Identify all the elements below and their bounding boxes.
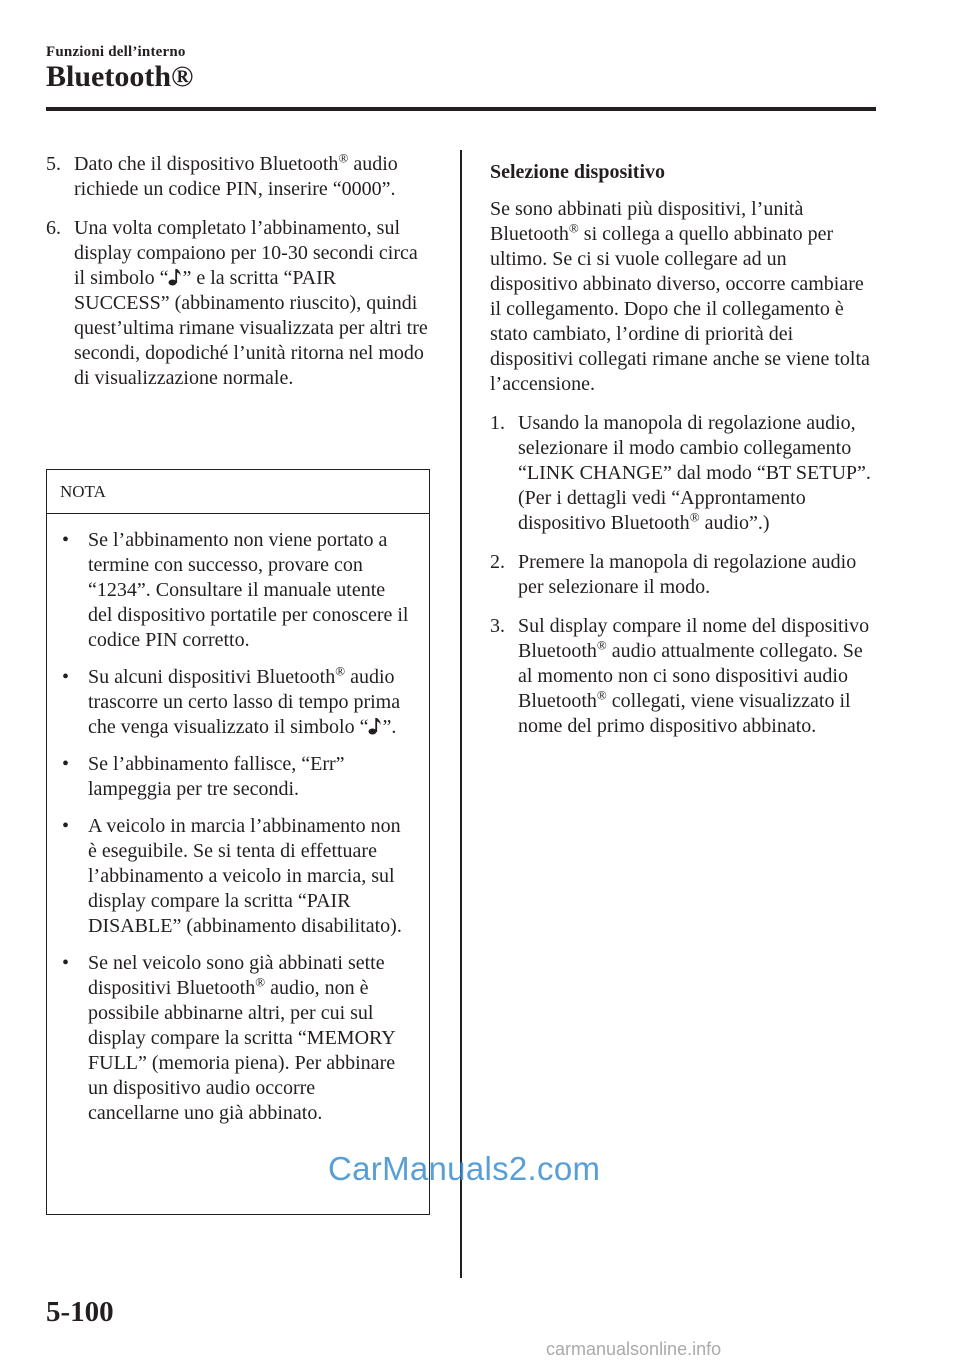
note-text: Se l’abbinamento non viene portato a termine con successo, provare con “1234”. Consultare il manuale utente del dispositivo portatile per conoscere il codice PIN corretto.	[88, 529, 409, 651]
note-body	[47, 514, 429, 1126]
step-number: 1.	[490, 412, 505, 434]
bullet-icon: •	[62, 666, 70, 688]
note-text: Se nel veicolo sono già abbinati sette dispositivi Bluetooth	[88, 952, 385, 999]
note-text: audio trascorre un certo lasso di tempo prima che venga visualizzato il simbolo “	[88, 666, 401, 738]
step-6	[46, 216, 432, 391]
bullet-icon: •	[62, 753, 70, 775]
step-2	[490, 550, 876, 600]
registered-mark: ®	[335, 663, 346, 679]
section-label: Funzioni dell’interno	[46, 44, 186, 60]
page-number: 5-100	[46, 1296, 114, 1328]
note-box	[46, 469, 430, 1215]
bullet-icon: •	[62, 815, 70, 837]
bullet-icon: •	[62, 952, 70, 974]
para-text: si collega a quello abbinato per ultimo. Se ci si vuole collegare ad un dispositivo abbinato diverso, occorre cambiare il collegamento. Dopo che il collegamento è stato cambiato, l’ordine di priorità dei dispositivi collegati rimane anche se viene tolta l’accensione.	[490, 223, 870, 395]
subsection-heading: Selezione dispositivo	[490, 161, 666, 183]
step-text: Dato che il dispositivo Bluetooth	[74, 153, 339, 175]
step-number: 3.	[490, 615, 505, 637]
step-text: audio richiede un codice PIN, inserire “0000”.	[74, 153, 398, 200]
column-divider	[460, 150, 462, 1278]
step-text: audio attualmente collegato. Se al momento non ci sono dispositivi audio Bluetooth	[518, 640, 863, 712]
step-text: Premere la manopola di regolazione audio per selezionare il modo.	[518, 551, 857, 598]
header-divider	[46, 107, 876, 111]
bullet-icon: •	[62, 529, 70, 551]
note-item	[60, 528, 411, 653]
registered-mark: ®	[689, 509, 700, 525]
registered-mark: ®	[568, 220, 579, 236]
registered-mark: ®	[596, 637, 607, 653]
intro-paragraph	[490, 197, 876, 397]
step-number: 5.	[46, 153, 61, 175]
registered-mark: ®	[255, 974, 266, 990]
note-item	[60, 752, 411, 802]
step-text: collegati, viene visualizzato il nome del primo dispositivo abbinato.	[518, 690, 851, 737]
music-note-icon	[368, 716, 382, 736]
watermark-footer: carmanualsonline.info	[546, 1339, 722, 1359]
step-text: Usando la manopola di regolazione audio, selezionare il modo cambio collegamento “LINK CHANGE” dal modo “BT SETUP”. (Per i dettagli vedi “Approntamento dispositivo Bluetooth	[518, 412, 871, 534]
note-text: audio, non è possibile abbinarne altri, per cui sul display compare la scritta “MEMORY FULL” (memoria piena). Per abbinare un dispositivo audio occorre cancellarne uno già abbinato.	[88, 977, 396, 1124]
registered-mark: ®	[338, 150, 349, 166]
note-item	[60, 665, 411, 740]
step-text: Una volta completato l’abbinamento, sul display compaiono per 10-30 secondi circa il simbolo “	[74, 217, 418, 289]
registered-mark: ®	[596, 687, 607, 703]
music-note-icon	[168, 267, 182, 287]
left-column	[46, 152, 432, 405]
note-text: ”.	[382, 716, 397, 738]
step-text: ” e la scritta “PAIR SUCCESS” (abbinamento riuscito), quindi quest’ultima rimane visualizzata per altri tre secondi, dopodiché l’unità ritorna nel modo di visualizzazione normale.	[74, 267, 428, 389]
right-column	[490, 160, 876, 753]
step-text: Sul display compare il nome del dispositivo Bluetooth	[518, 615, 870, 662]
step-text: audio”.)	[699, 512, 770, 534]
note-text: A veicolo in marcia l’abbinamento non è eseguibile. Se si tenta di effettuare l’abbinamento a veicolo in marcia, sul display compare la scritta “PAIR DISABLE” (abbinamento disabilitato).	[88, 815, 402, 937]
step-1	[490, 411, 876, 536]
page-title: Bluetooth®	[46, 60, 194, 93]
step-number: 2.	[490, 551, 505, 573]
step-3	[490, 614, 876, 739]
note-item	[60, 951, 411, 1126]
note-item	[60, 814, 411, 939]
note-text: Se l’abbinamento fallisce, “Err” lampeggia per tre secondi.	[88, 753, 345, 800]
step-5	[46, 152, 432, 202]
note-text: Su alcuni dispositivi Bluetooth	[88, 666, 336, 688]
note-heading: NOTA	[47, 470, 429, 514]
watermark-logo: CarManuals2.com	[328, 1150, 601, 1187]
para-text: Se sono abbinati più dispositivi, l’unità Bluetooth	[490, 198, 804, 245]
step-number: 6.	[46, 217, 61, 239]
